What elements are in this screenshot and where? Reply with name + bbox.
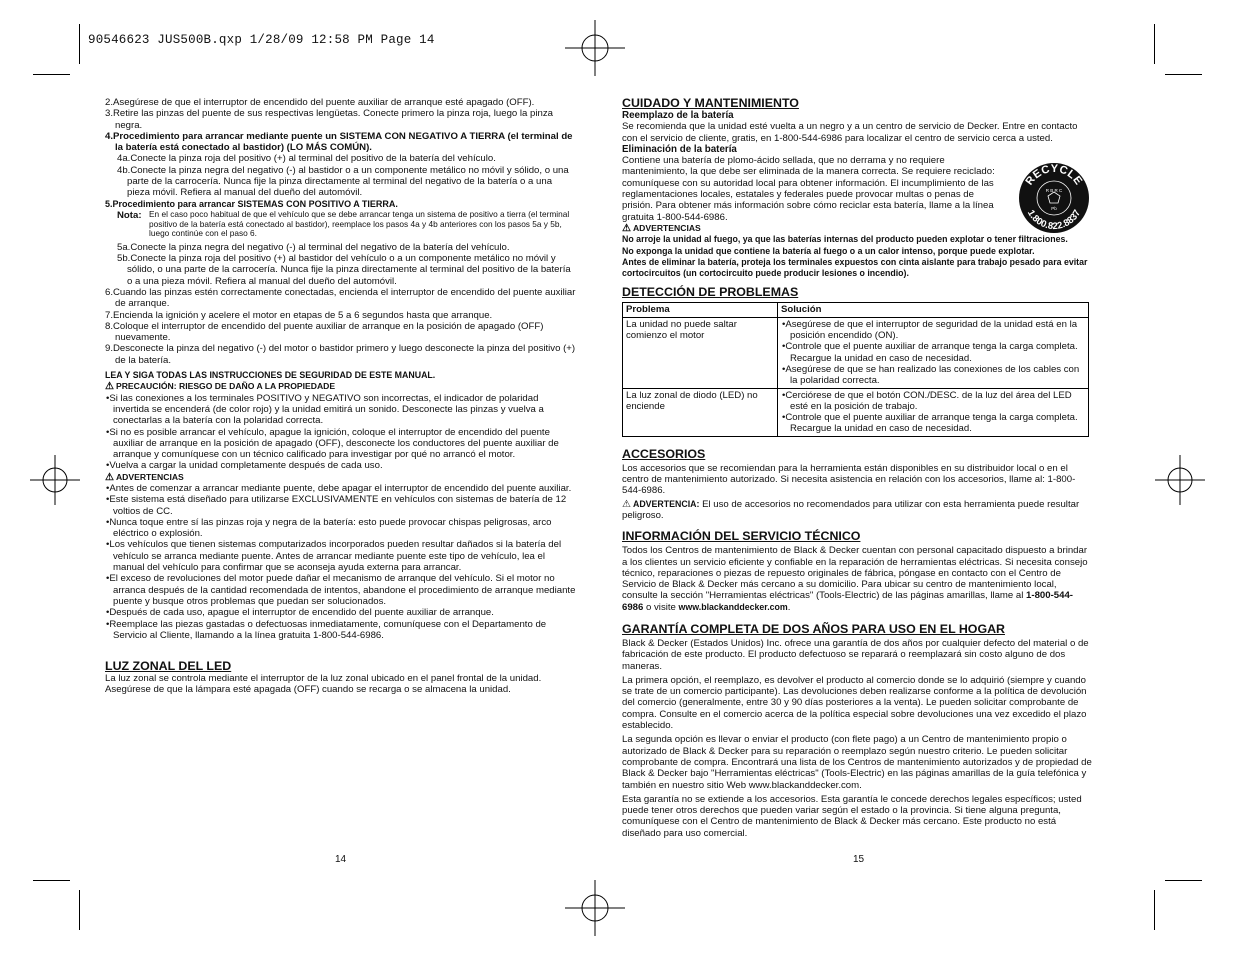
solution-item: •Asegúrese de que se han realizado las conexiones de los cables con la polaridad correcta. xyxy=(782,363,1080,387)
step-4b: 4b.Conecte la pinza negra del negativo (-) al bastidor o a un componente metálico no móvil y sólido, o una parte de la carrocería. Nunca fije la pinza directamente al terminal del negativo de la batería o a una pieza móvil. Refiera al manual del dueño del automóvil. xyxy=(117,164,569,199)
warning-triangle-icon: ⚠ xyxy=(105,471,114,483)
info-servicio-text: Todos los Centros de mantenimiento de Black & Decker cuentan con personal capacitado dispuesto a brindar a los clientes un servicio eficiente y confiable en la reparación de herramientas eléctricas. Si necesita consejo técnico, reparaciones o piezas de repuesto originales de fábrica, póngase en contacto con el Centro de Servicio de Black & Decker más cercano a su domicilio. Para ubicar su centro de mantenimiento local, consulte la sección "Herramientas eléctricas" (Tools-Electric) de las páginas amarillas, llame al 1-800-544-6986 o visite www.blackanddecker.com. xyxy=(622,545,1088,613)
precaucion-bullet: •Si no es posible arrancar el vehículo, apague la ignición, coloque el interruptor de encendido del puente auxiliar de arranque en la posición de apagado (OFF), desconecte los conductores del puente auxiliar de arranque y comuníquese con un técnico calificado para investigar por qué no arrancó el motor. xyxy=(106,426,559,461)
seal-top-text: RECYCLE xyxy=(1023,162,1085,188)
battery-warning-1: No arroje la unidad al fuego, ya que las baterías internas del producto pueden explotar o tener filtraciones. xyxy=(622,234,1068,245)
seal-middle-text: R B R C xyxy=(1045,188,1063,193)
accesorios-text: Los accesorios que se recomiendan para la herramienta están disponibles en su distribuidor local o en el centro de mantenimiento autorizado. Si necesita asistencia en relación con los accesorios, llame al: 1-800-544-6986. xyxy=(622,462,1076,497)
garantia-paragraph: La primera opción, el reemplazo, es devolver el producto al comercio donde se lo adquirió (siempre y cuando se trate de un comercio participante). Las devoluciones deben realizarse conforme a la política de devolución del comercio (generalmente, entre 30 y 90 días posteriores a la venta). Le pueden solicitar comprobante de compra. Consulte en el comercio acerca de la política especial sobre devoluciones una vez excedido el plazo establecido. xyxy=(622,674,1087,732)
table-cell-solution xyxy=(778,317,1089,388)
info-servicio-heading: INFORMACIÓN DEL SERVICIO TÉCNICO xyxy=(622,529,861,544)
cuidado-heading: CUIDADO Y MANTENIMIENTO xyxy=(622,96,799,110)
warning-triangle-icon: ⚠ xyxy=(622,222,631,234)
nota-text: En el caso poco habitual de que el vehículo que se debe arrancar tenga un sistema de positivo a tierra (el terminal positivo de la batería está conectado al bastidor), reemplace los pasos 4a y 4b anteriores con los pasos 5a y 5b, luego continúe con el paso 6. xyxy=(149,208,570,239)
table-header-row xyxy=(623,303,1089,317)
step-4a: 4a.Conecte la pinza roja del positivo (+) al terminal del positivo de la batería del vehículo. xyxy=(117,153,496,165)
deteccion-heading: DETECCIÓN DE PROBLEMAS xyxy=(622,285,799,300)
advertencia-bullet: •El exceso de revoluciones del motor puede dañar el mecanismo de arranque del vehículo. Si el motor no arranca después de la cantidad recomendada de intentos, abandone el procedimiento de arranque mediante puente y busque otros problemas que puedan ser solucionados. xyxy=(106,573,576,607)
step-5b: 5b.Conecte la pinza roja del positivo (+) al bastidor del vehículo o a un componente metálico no móvil y sólido, o una parte de la carrocería. Nunca fije la pinza directamente al terminal del positivo de la batería o a una pieza móvil. Refiera al manual del dueño del automóvil. xyxy=(117,253,571,287)
luz-zonal-text: La luz zonal se controla mediante el interruptor de la luz zonal ubicado en el panel frontal de la unidad. Asegúrese de que la lámpara esté apagada (OFF) cuando se recarga o se almacena la unidad. xyxy=(105,673,542,696)
solution-item: •Cerciórese de que el botón CON./DESC. de la luz del área del LED esté en la posición de trabajo. xyxy=(782,389,1072,412)
step-2: 2.Asegúrese de que el interruptor de encendido del puente auxiliar de arranque esté apagado (OFF). xyxy=(105,97,535,108)
solution-item: •Asegúrese de que el interruptor de seguridad de la unidad está en la posición encendido (ON). xyxy=(782,318,1078,342)
step-4: 4.Procedimiento para arrancar mediante puente un SISTEMA CON NEGATIVO A TIERRA (el terminal de la batería está conectado al bastidor) (LO MÁS COMÚN). xyxy=(105,130,573,154)
warning-triangle-icon: ⚠ xyxy=(622,498,631,510)
nota-label: Nota: xyxy=(117,209,142,221)
table-cell-solution xyxy=(778,388,1089,436)
table-cell-problem: La unidad no puede saltar comienzo el motor xyxy=(623,317,778,388)
eliminacion-heading: Eliminación de la batería xyxy=(622,143,737,155)
page-number-right: 15 xyxy=(853,854,865,865)
step-3: 3.Retire las pinzas del puente de sus respectivas lengüetas. Conecte primero la pinza roja, luego la pinza negra. xyxy=(105,108,553,131)
precaucion-bullet: •Vuelva a cargar la unidad completamente después de cada uso. xyxy=(106,460,383,472)
garantia-paragraph: La segunda opción es llevar o enviar el producto (con flete pago) a un Centro de mantenimiento propio o autorizado de Black & Decker para su reparación o reemplazo según nuestro criterio. Le pueden solicitar comprobante de compra. Encontrará una lista de los Centros de mantenimiento autorizados y de propiedad de Black & Decker bajo "Herramientas eléctricas" (Tools-Electric) en las páginas amarillas de la guía telefónica y también en nuestro sitio Web www.blackanddecker.com. xyxy=(622,734,1092,791)
table-cell-problem: La luz zonal de diodo (LED) no enciende xyxy=(623,388,778,436)
step-5: 5.Procedimiento para arrancar SISTEMAS CON POSITIVO A TIERRA. xyxy=(105,198,398,209)
left-column xyxy=(105,97,577,696)
troubleshooting-table xyxy=(622,302,1089,436)
page-number-left: 14 xyxy=(335,854,347,865)
garantia-paragraph: Black & Decker (Estados Unidos) Inc. ofrece una garantía de dos años por cualquier defecto del material o de fabricación de este producto. El producto defectuoso se reparará o reemplazará sin costo alguno de dos maneras. xyxy=(622,637,1089,672)
seal-small-text: Pb xyxy=(1051,206,1057,211)
rbrc-recycle-seal xyxy=(1018,162,1090,234)
advertencia-bullet: •Nunca toque entre sí las pinzas roja y negra de la batería: esto puede provocar chispas peligrosas, arco eléctrico o explosión. xyxy=(106,516,552,540)
advertencia-bullet: •Los vehículos que tienen sistemas computarizados incorporados pueden resultar dañados si la batería del vehículo se arranca mediante puente. Antes de arrancar mediante puente este tipo de vehículo, lea el manual del vehículo para confirmar que se aconseja ayuda externa para arrancar. xyxy=(106,539,562,574)
slug-line: 90546623 JUS500B.qxp 1/28/09 12:58 PM Page 14 xyxy=(88,33,435,47)
garantia-heading: GARANTÍA COMPLETA DE DOS AÑOS PARA USO EN EL HOGAR xyxy=(622,621,1005,636)
accesorios-heading: ACCESORIOS xyxy=(622,446,706,461)
table-header: Solución xyxy=(778,303,1089,317)
advertencia-bullet: •Después de cada uso, apague el interruptor de encendido del puente auxiliar de arranque. xyxy=(106,607,494,619)
battery-advertencias-heading: ⚠ ADVERTENCIAS xyxy=(622,222,701,234)
precaucion-bullet: •Si las conexiones a los terminales POSITIVO y NEGATIVO son incorrectas, el indicador de polaridad invertida se encenderá (de color rojo) y la unidad emitirá un sonido. Desconecte las pinzas y vuelva a conectarlas a la batería con la polaridad correcta. xyxy=(106,392,544,427)
seal-bottom-text: 1.800.822.8837 xyxy=(1024,208,1084,233)
reemplazo-heading: Reemplazo de la batería xyxy=(622,110,734,121)
step-9: 9.Desconecte la pinza del negativo (-) del motor o bastidor primero y luego desconecte la pinza del positivo (+) de la batería. xyxy=(105,343,576,366)
luz-zonal-heading: LUZ ZONAL DEL LED xyxy=(105,659,232,674)
table-header: Problema xyxy=(623,303,778,317)
battery-warning-2: No exponga la unidad que contiene la batería al fuego o a un calor intenso, porque puede explotar. xyxy=(622,245,1035,256)
garantia-paragraph: Esta garantía no se extiende a los accesorios. Esta garantía le concede derechos legales específicos; usted puede tener otros derechos que pueden variar según el estado o la provincia. Si tiene alguna pregunta, comuníquese con el Centro de mantenimiento de Black & Decker más cercano. Este producto no está diseñado para uso comercial. xyxy=(622,793,1082,839)
table-row xyxy=(623,317,1089,388)
reemplazo-text: Se recomienda que la unidad esté vuelta a un negro y a un centro de servicio de Decker. Entre en contacto con el servicio de cliente, gratis, en 1-800-544-6986 para localizar el centro de servicio cerca a usted. xyxy=(622,121,1078,144)
advertencia-bullet: •Este sistema está diseñado para utilizarse EXCLUSIVAMENTE en vehículos con sistemas de batería de 12 voltios de CC. xyxy=(106,494,567,517)
nota-block xyxy=(105,210,577,239)
advertencia-bullet: •Antes de comenzar a arrancar mediante puente, debe apagar el interruptor de encendido del puente auxiliar. xyxy=(106,482,572,494)
battery-warning-3: Antes de eliminar la batería, proteja los terminales expuestos con cinta aislante para trabajo pesado para evitar cortocircuitos (un cortocircuito puede producir lesiones o incendio). xyxy=(622,256,1088,279)
step-7: 7.Encienda la ignición y acelere el motor en etapas de 5 a 6 segundos hasta que arranque. xyxy=(105,309,493,321)
step-6: 6.Cuando las pinzas estén correctamente conectadas, encienda el interruptor de encendido del puente auxiliar de arranque. xyxy=(105,286,576,310)
step-8: 8.Coloque el interruptor de encendido del puente auxiliar de arranque en la posición de apagado (OFF) nuevamente. xyxy=(105,320,544,344)
advertencia-bullet: •Reemplace las piezas gastadas o defectuosas inmediatamente, comuníquese con el Departamento de Servicio al Cliente, llamando a la línea gratuita 1-800-544-6986. xyxy=(106,618,547,641)
solution-item: •Controle que el puente auxiliar de arranque tenga la carga completa. Recargue la unidad en caso de necesidad. xyxy=(782,412,1078,435)
table-row xyxy=(623,388,1089,436)
advertencias-heading: ⚠ ADVERTENCIAS xyxy=(105,471,184,483)
accesorios-warning: ⚠ ADVERTENCIA: El uso de accesorios no recomendados para utilizar con esta herramienta puede resultar peligroso. xyxy=(622,498,1080,521)
read-all-notice: LEA Y SIGA TODAS LAS INSTRUCCIONES DE SEGURIDAD DE ESTE MANUAL. xyxy=(105,370,436,381)
warning-triangle-icon: ⚠ xyxy=(105,381,114,393)
precaucion-heading: ⚠ PRECAUCIÓN: RIESGO DE DAÑO A LA PROPIEDADE xyxy=(105,381,336,393)
eliminacion-text: Contiene una batería de plomo-ácido sellada, que no derrama y no requiere mantenimiento, la que debe ser eliminada de la manera correcta. Se requiere reciclado: comuníquese con su autoridad local para obtener información. El incumplimiento de las reglamentaciones locales, estatales y federales puede provocar multas o penas de prisión. Para obtener más información sobre cómo reciclar esta batería, llame a la línea gratuita 1-800-544-6986. xyxy=(622,155,995,223)
solution-item: •Controle que el puente auxiliar de arranque tenga la carga completa. Recargue la unidad en caso de necesidad. xyxy=(782,341,1078,364)
step-5a: 5a.Conecte la pinza negra del negativo (-) al terminal del negativo de la batería del vehículo. xyxy=(117,241,510,253)
